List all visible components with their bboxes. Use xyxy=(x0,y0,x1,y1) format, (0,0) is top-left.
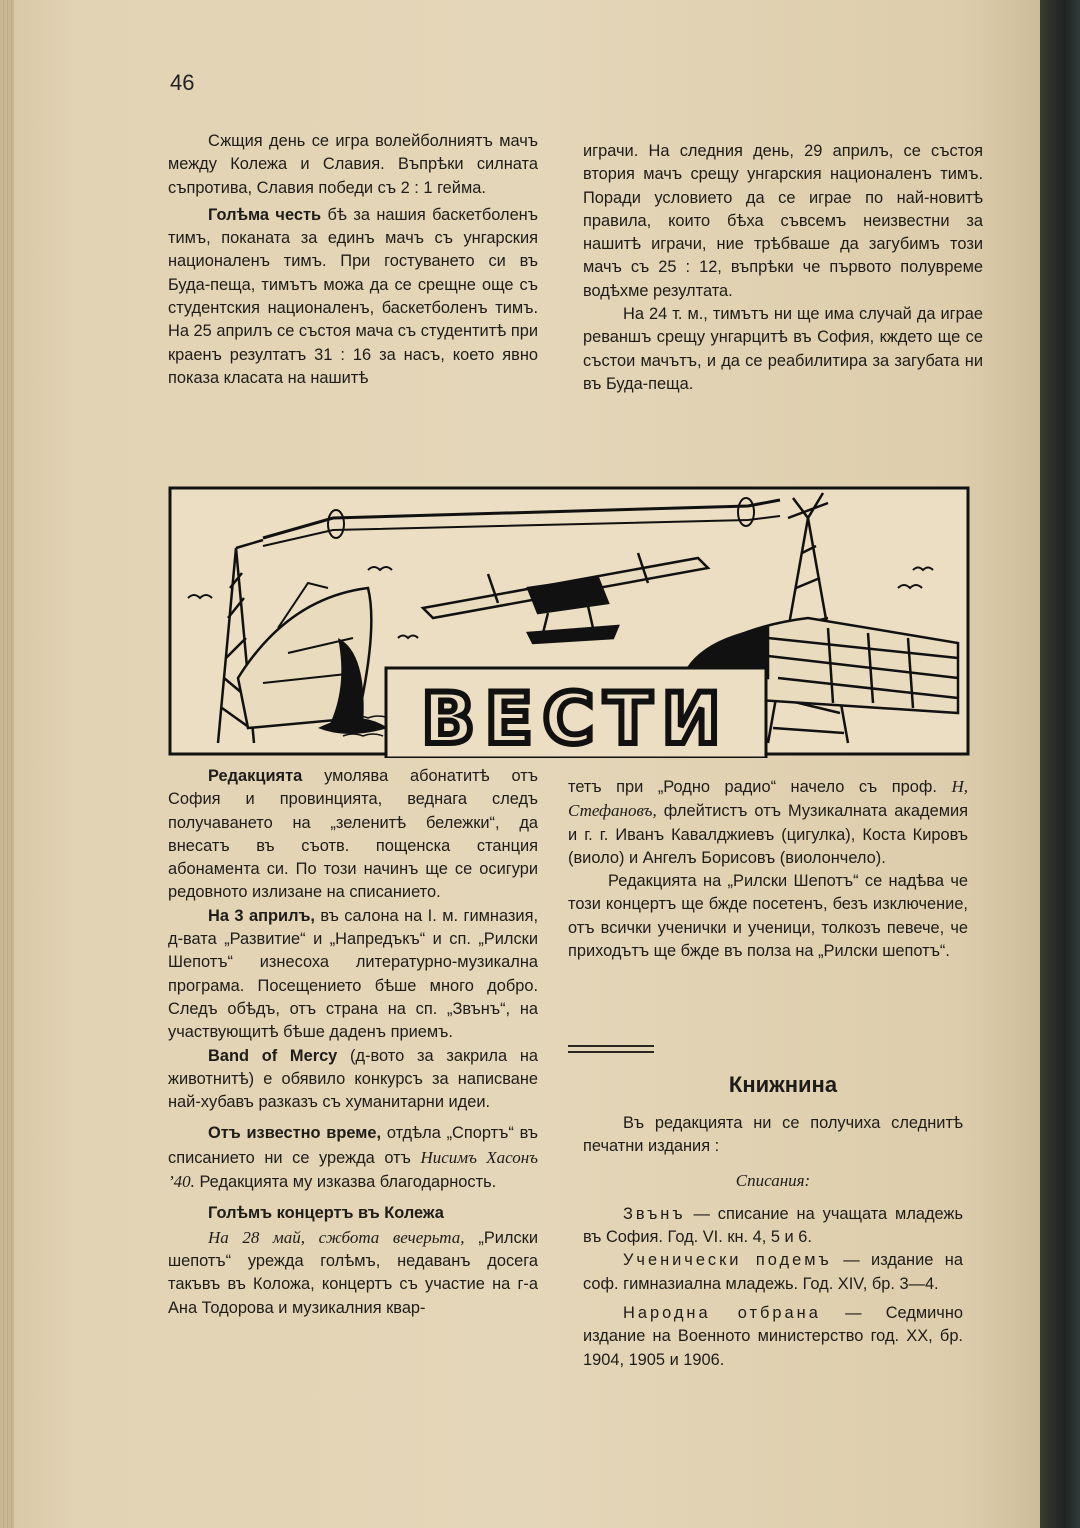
books-intro: Въ редакцията ни се получиха следнитѣ печатни издания : xyxy=(583,1114,963,1156)
book-binding xyxy=(1040,0,1080,1528)
paragraph-editorial-hope: Редакцията на „Рилски Шепотъ“ се надѣва че този концертъ ще бжде посетенъ, безъ изключение, отъ всички ученички и ученици, толкозъ певече, че приходътъ ще бжде въ полза на „Рилски шепотъ“. xyxy=(568,872,968,961)
paragraph-volleyball: Сжщия день се игра волейболниятъ мачъ между Колежа и Славия. Въпрѣки силната съпротива, Славия победи съ 2 : 1 гейма. xyxy=(168,132,538,197)
lead-bold: Голѣма честь xyxy=(208,205,322,224)
banner-title: ВЕСТИ xyxy=(421,678,731,758)
paragraph-band-of-mercy: Band of Mercy (д-вото за закрила на животнитѣ) е обявило конкурсъ за написване най-хубавъ разказъ съ хуманитарни идеи. xyxy=(168,1046,539,1112)
books-list xyxy=(583,1112,963,1372)
divider-rule xyxy=(568,1045,654,1047)
paragraph-second-match: играчи. На следния день, 29 априлъ, се състоя втория мачъ срещу унгарския националенъ тимъ. Поради условието да се играе по най-новитѣ правила, които бѣха съвсемъ неизвестни за нашитѣ играчи, ние трѣбваше да загубимъ този мачъ съ 25 : 12, въпрѣки че първото полувреме водѣхме резултата. xyxy=(583,142,983,300)
paragraph-sport-section: Отъ известно време, отдѣла „Спортъ“ въ списанието ни се урежда отъ Нисимъ Хасонъ ’40. Редакцията му изказва благодарность. xyxy=(168,1124,538,1192)
books-subhead: Списания: xyxy=(735,1170,811,1190)
divider-rule xyxy=(568,1051,654,1053)
paragraph-rematch: На 24 т. м., тимътъ ни ще има случай да играе реваншъ срещу унгарцитѣ въ София, кждето ще се състои мачътъ, и да се реабилитира за загубата ни въ Буда-пеща. xyxy=(583,305,983,393)
bottom-left-column xyxy=(168,765,538,1320)
paragraph-concert-continued: тетъ при „Родно радио“ начело съ проф. Н, Стефановъ, флейтистъ отъ Музикалната академия и г. г. Иванъ Кавалджиевъ (цигулка), Коста Кировъ (виоло) и Ангелъ Борисовъ (виолончело). xyxy=(568,777,968,867)
top-right-column xyxy=(583,140,983,396)
section-title-books: Книжнина xyxy=(728,1072,838,1097)
paragraph-april-3: На 3 априлъ, въ салона на I. м. гимназия, д-вата „Развитие“ и „Напредъкъ“ и сп. „Рилски Шепотъ“ изнесоха литературно-музикална програма. Посещението бѣше много добро. Следъ обѣдъ, отъ страна на сп. „Звънъ“, на участвующитѣ бѣше даденъ приемъ. xyxy=(168,906,538,1042)
news-banner-illustration xyxy=(168,478,970,758)
paragraph-concert: На 28 май, сжбота вечерьта, „Рилски шепотъ“ урежда голѣмъ, недаванъ досега такъвъ въ Коложа, концертъ съ участие на г-а Ана Тодорова и музикалния квар- xyxy=(168,1227,539,1317)
paragraph-subscription: Редакцията умолява абонатитѣ отъ София и провинцията, веднага следъ получаването на „зеленитѣ бележки“, да внесатъ въ съотв. пощенска станция абонамента си. По този начинъ ще се осигури редовното излизане на списанието. xyxy=(168,767,538,902)
book-item: Народна отбрана — Седмично издание на Военното министерство год. XX, бр. 1904, 1905 и 1906. xyxy=(583,1304,963,1369)
page-number: 46 xyxy=(170,70,195,95)
top-left-column xyxy=(168,130,538,390)
bottom-right-column xyxy=(568,775,968,963)
heading-concert: Голѣмъ концертъ въ Колежа xyxy=(208,1204,444,1223)
book-item: Звънъ — списание на учащата младежь въ София. Год. VI. кн. 4, 5 и 6. xyxy=(583,1204,963,1247)
paragraph-basketball: Голѣма честь бѣ за нашия баскетболенъ тимъ, поканата за единъ мачъ съ унгарския националенъ тимъ. При гостуването си въ Буда-пеща, тимътъ можа да се срещне още съ студентския националенъ, баскетболенъ тимъ. На 25 априлъ се състоя мача съ студентитѣ при краенъ резултатъ 31 : 16 за насъ, което явно показа класата на нашитѣ xyxy=(168,205,538,387)
book-item: Ученически подемъ — издание на соф. гимназиална младежь. Год. XIV, бр. 3—4. xyxy=(583,1251,963,1293)
